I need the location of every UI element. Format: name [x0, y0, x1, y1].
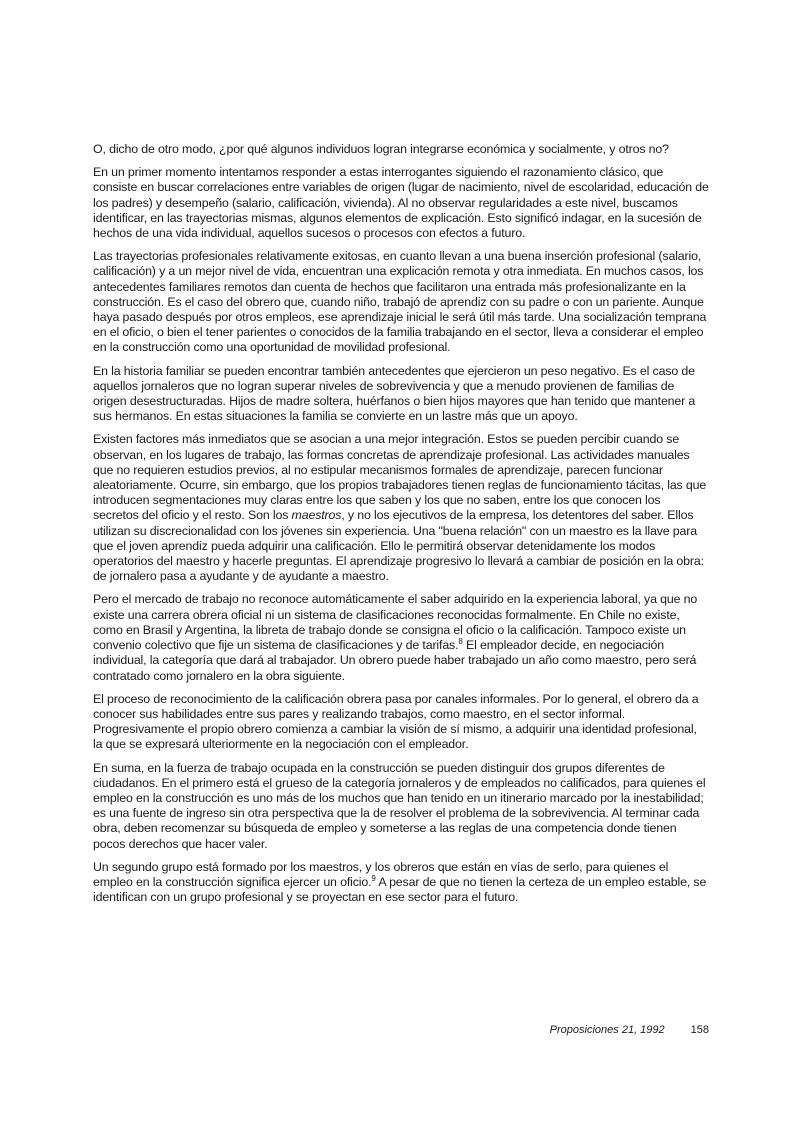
paragraph-5-text-b: , y no los ejecutivos de la empresa, los detentores del saber. Ellos utilizan su discrecionalidad con los jóvenes sin experiencia. Una "buena relación" con un maestro es la llave para que el joven aprendiz pueda adquirir una calificación. Ello le permitirá observar detenidamente los modos operatorios del maestro y hacerle preguntas. El aprendizaje progresivo lo llevará a cambiar de posición en la obra: de jornalero pasa a ayudante y de ayudante a maestro.	[93, 508, 704, 584]
paragraph-5-text-a: Existen factores más inmediatos que se asocian a una mejor integración. Estos se pueden percibir cuando se observan, en los lugares de trabajo, las formas concretas de aprendizaje profesional. Las actividades manuales que no requieren estudios previos, al no estipular mecanismos formales de aprendizaje, parecen funcionar aleatoriamente. Ocurre, sin embargo, que los propios trabajadores tienen reglas de funcionamiento tácitas, las que introducen segmentaciones muy claras entre los que saben y los que no saben, entre los que conocen los secretos del oficio y el resto. Son los	[93, 432, 707, 523]
paragraph-9-text-b: A pesar de que no tienen la certeza de un empleo estable, se identifican con un grupo profesional y se proyectan en ese sector para el futuro.	[93, 874, 707, 905]
footnote-ref-8: 8	[458, 636, 463, 646]
paragraph-6-text-b: El empleador decide, en negociación individual, la categoría que dará al trabajador. Un obrero puede haber trabajado un año como maestro, pero será contratado como jornalero en la obra siguiente.	[93, 638, 697, 683]
paragraph-7: El proceso de reconocimiento de la calificación obrera pasa por canales informales. Por lo general, el obrero da a conocer sus habilidades entre sus pares y realizando trabajos, como maestro, en el sector informal. Progresivamente el propio obrero comienza a cambiar la visión de sí mismo, a adquirir una identidad profesional, la que se expresará ulteriormente en la negociación con el empleador.	[93, 691, 699, 752]
paragraph-1: O, dicho de otro modo, ¿por qué algunos individuos logran integrarse económica y socialmente, y otros no?	[93, 142, 669, 156]
paragraph-6-text-a: Pero el mercado de trabajo no reconoce automáticamente el saber adquirido en la experiencia laboral, ya que no existe una carrera obrera oficial ni un sistema de clasificaciones reconocidas formalmente. En Chile no existe, como en Brasil y Argentina, la libreta de trabajo donde se consigna el oficio o la calificación. Tampoco existe un convenio colectivo que fije un sistema de clasificaciones y de tarifas.	[93, 592, 698, 653]
paragraph-9-text-a: Un segundo grupo está formado por los maestros, y los obreros que están en vías de serlo, para quienes el empleo en la construcción significa ejercer un oficio.	[93, 859, 669, 889]
paragraph-4: En la historia familiar se pueden encontrar también antecedentes que ejercieron un peso negativo. Es el caso de aquellos jornaleros que no logran superar niveles de sobrevivencia y que a menudo provienen de familias de origen desestructuradas. Hijos de madre soltera, huérfanos o bien hijos mayores que han tenido que mantener a sus hermanos. En estas situaciones la familia se convierte en un lastre más que un apoyo.	[93, 363, 696, 424]
paragraph-8: En suma, en la fuerza de trabajo ocupada en la construcción se pueden distinguir dos grupos diferentes de ciudadanos. En el primero está el grueso de la categoría jornaleros y de empleados no calificados, para quienes el empleo en la construcción es uno más de los muchos que han tenido en un itinerario marcado por la inestabilidad; es una fuente de ingreso sin otra perspectiva que la de resolver el problema de la sobrevivencia. Al terminar cada obra, deben recomenzar su búsqueda de empleo y someterse a las reglas de una competencia donde tienen pocos derechos que hacer valer.	[93, 760, 706, 851]
paragraph-6	[93, 592, 709, 683]
page-footer	[93, 1024, 709, 1036]
footnote-ref-9: 9	[371, 873, 376, 883]
page-number: 158	[690, 1024, 709, 1036]
paragraph-5-italic-term: maestros	[291, 508, 342, 523]
paragraph-5	[93, 432, 709, 584]
journal-citation: Proposiciones 21, 1992	[549, 1024, 665, 1036]
paragraph-9	[93, 860, 709, 906]
body-text	[93, 142, 709, 913]
paragraph-3: Las trayectorias profesionales relativamente exitosas, en cuanto llevan a una buena inserción profesional (salario, calificación) y a un mejor nivel de vida, encuentran una explicación remota y otra inmediata. En muchos casos, los antecedentes familiares remotos dan cuenta de hechos que facilitaron una entrada más profesionalizante en la construcción. Es el caso del obrero que, cuando niño, trabajó de aprendiz con su padre o con un pariente. Aunque haya pasado después por otros empleos, ese aprendizaje inicial le será útil más tarde. Una socialización temprana en el oficio, o bien el tener parientes o conocidos de la familia trabajando en el sector, lleva a considerar el empleo en la construcción como una oportunidad de movilidad profesional.	[93, 249, 707, 355]
paragraph-2: En un primer momento intentamos responder a estas interrogantes siguiendo el razonamiento clásico, que consiste en buscar correlaciones entre variables de origen (lugar de nacimiento, nivel de escolaridad, educación de los padres) y desempeño (salario, calificación, vivienda). Al no observar regularidades a este nivel, buscamos identificar, en las trayectorias mismas, algunos elementos de explicación. Esto significó indagar, en la sucesión de hechos de una vida individual, aquellos sucesos o procesos con efectos a futuro.	[93, 165, 709, 241]
